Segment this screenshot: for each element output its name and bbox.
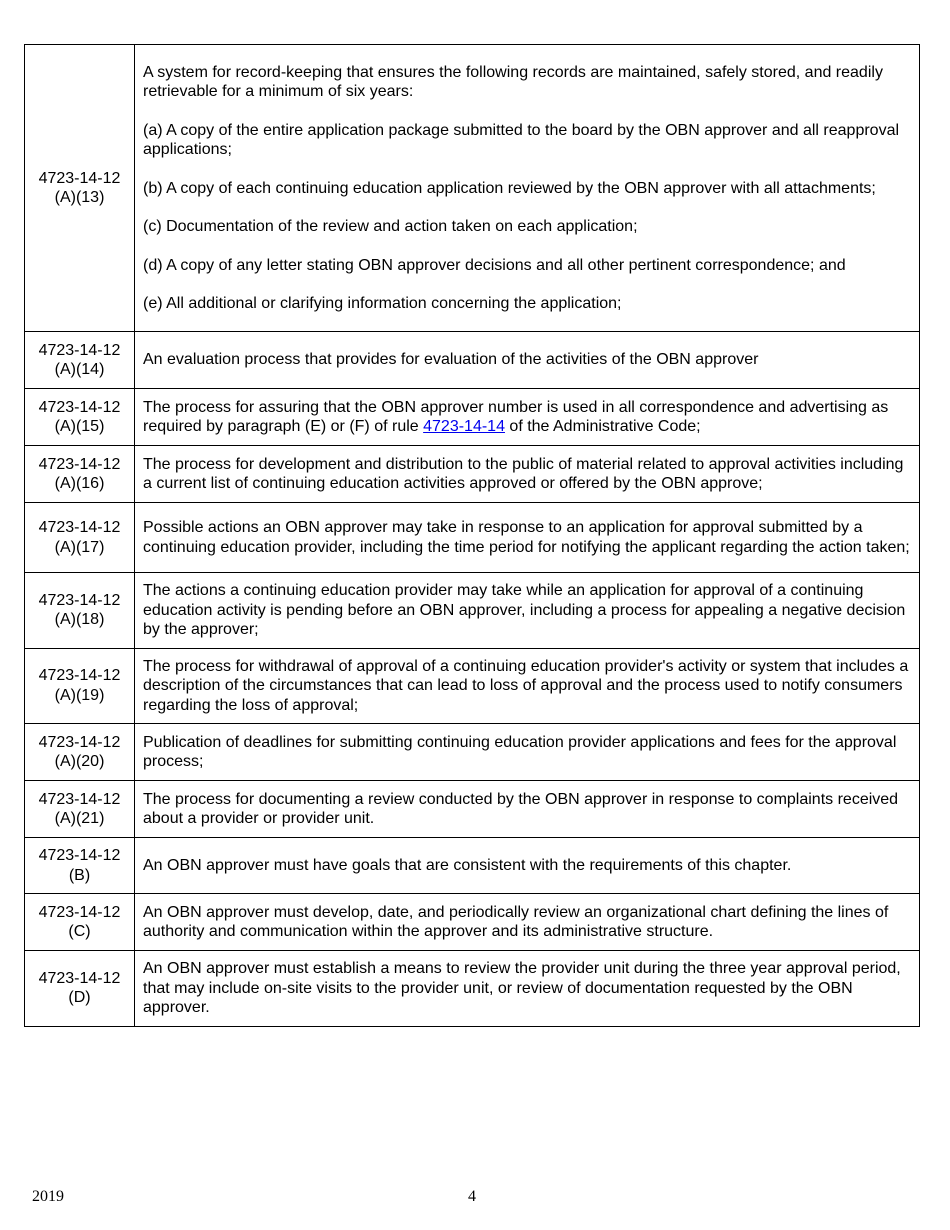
description-text: The process for assuring that the OBN approver number is used in all correspondence and advertising as required by paragraph (E) or (F) of rule [143,398,889,435]
description-paragraph: (e) All additional or clarifying information concerning the application; [143,295,622,312]
rule-code [25,446,135,503]
rule-code-line1: 4723-14-12 [38,790,121,808]
table-row [25,389,920,446]
rule-code-line2: (A)(13) [54,189,105,206]
page-number: 4 [468,1188,476,1205]
rule-code-line1: 4723-14-12 [38,169,121,187]
rule-code [25,45,135,332]
description-paragraph: (d) A copy of any letter stating OBN approver decisions and all other pertinent correspondence; and [143,256,846,274]
footer-year: 2019 [32,1188,64,1205]
table-row [25,894,920,951]
rule-link[interactable]: 4723-14-14 [423,418,505,435]
table-row [25,45,920,332]
description-paragraph: (b) A copy of each continuing education application reviewed by the OBN approver with all attachments; [143,179,876,197]
rule-code-line2: (A)(20) [54,753,105,770]
rule-code-line2: (A)(17) [54,538,105,556]
rule-code-line1: 4723-14-12 [38,667,121,685]
table-row [25,951,920,1027]
rules-table [24,44,920,1027]
table-row [25,648,920,724]
rule-code [25,573,135,649]
rule-description: An evaluation process that provides for evaluation of the activities of the OBN approver [135,332,920,389]
rule-description: Possible actions an OBN approver may take in response to an application for approval submitted by a continuing education provider, including the time period for notifying the applicant regarding the action taken; [135,503,920,573]
rule-description: An OBN approver must establish a means to review the provider unit during the three year approval period, that may include on-site visits to the provider unit, or review of documentation requested by the OBN approver. [135,951,920,1027]
rule-code-line2: (A)(15) [54,418,105,435]
rule-description: Publication of deadlines for submitting continuing education provider applications and fees for the approval process; [135,724,920,781]
rule-code [25,894,135,951]
rule-code [25,389,135,446]
rule-code-line1: 4723-14-12 [38,519,121,536]
rule-code-line2: (A)(14) [54,361,105,378]
rule-code [25,838,135,894]
rule-description [135,45,920,332]
rule-code [25,724,135,781]
table-row [25,838,920,894]
rule-description: The actions a continuing education provider may take while an application for approval of a continuing education activity is pending before an OBN approver, including a process for appealing a negative decision by the approver; [135,573,920,649]
rule-description: An OBN approver must develop, date, and periodically review an organizational chart defining the lines of authority and communication within the approver and its administrative structure. [135,894,920,951]
rule-description: The process for documenting a review conducted by the OBN approver in response to complaints received about a provider or provider unit. [135,781,920,838]
rule-code [25,503,135,573]
rule-code-line2: (B) [68,866,91,884]
rule-code-line1: 4723-14-12 [38,847,121,864]
description-paragraph: (c) Documentation of the review and action taken on each application; [143,218,638,235]
rule-code-line2: (D) [68,989,91,1007]
table-row [25,503,920,573]
table-row [25,332,920,389]
description-paragraph: A system for record-keeping that ensures the following records are maintained, safely stored, and readily retrievable for a minimum of six years: [143,63,883,100]
rule-code-line1: 4723-14-12 [38,341,121,359]
table-row [25,724,920,781]
rule-code [25,332,135,389]
rule-code [25,951,135,1027]
rule-code-line2: (A)(16) [54,475,105,492]
rule-description [135,389,920,446]
rule-code-line1: 4723-14-12 [38,903,121,921]
rule-code-line1: 4723-14-12 [38,455,121,473]
rule-description: The process for development and distribution to the public of material related to approval activities including a current list of continuing education activities approved or offered by the OBN approve; [135,446,920,503]
description-paragraph: (a) A copy of the entire application package submitted to the board by the OBN approver and all reapproval applications; [143,121,900,158]
rule-code-line2: (A)(19) [54,686,105,704]
rule-code-line2: (A)(21) [54,810,105,827]
rule-code-line2: (C) [68,923,91,940]
rule-code-line1: 4723-14-12 [38,398,121,416]
table-row [25,781,920,838]
rule-code-line1: 4723-14-12 [38,591,121,609]
rule-code [25,648,135,724]
rule-code-line1: 4723-14-12 [38,733,121,751]
rule-description: The process for withdrawal of approval of a continuing education provider's activity or system that includes a description of the circumstances that can lead to loss of approval and the process used to notify consumers regarding the loss of approval; [135,648,920,724]
rule-description: An OBN approver must have goals that are consistent with the requirements of this chapter. [135,838,920,894]
rule-code-line1: 4723-14-12 [38,969,121,987]
rule-code [25,781,135,838]
table-row [25,446,920,503]
rule-code-line2: (A)(18) [54,611,105,629]
table-row [25,573,920,649]
description-text: of the Administrative Code; [504,418,701,435]
